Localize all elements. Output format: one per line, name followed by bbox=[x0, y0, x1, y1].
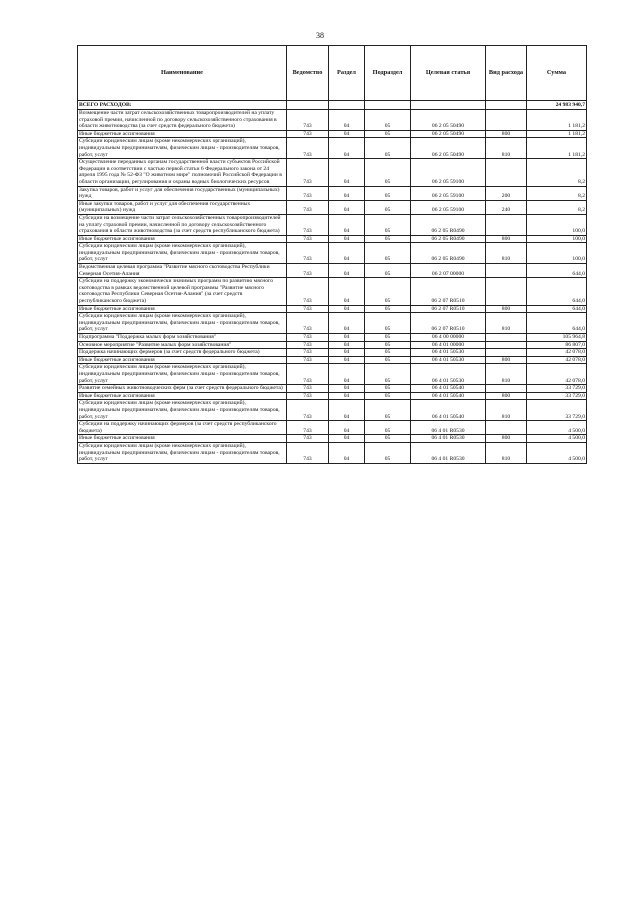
cell-razdel: 04 bbox=[329, 305, 365, 313]
header-razdel: Раздел bbox=[329, 46, 365, 101]
cell-razdel: 04 bbox=[329, 278, 365, 305]
cell-razdel: 04 bbox=[329, 349, 365, 357]
table-row bbox=[78, 159, 587, 186]
cell-name: Осуществление переданных органам государственной власти субъектов Российской Федерации в соответствии с частью первой статьи 6 Федерального закона от 24 апреля 1995 года № 52-ФЗ "О животном мире" полномочий Российской Федерации в области организации, регулирования и охраны водных биологических ресурсов bbox=[78, 159, 287, 186]
cell-vedomstvo: 743 bbox=[287, 130, 329, 138]
cell-summa: 4 500,0 bbox=[527, 442, 587, 463]
header-name: Наименование bbox=[78, 46, 287, 101]
cell-celevaya-statya: 06 2 05 59100 bbox=[411, 159, 486, 186]
header-summa: Сумма bbox=[527, 46, 587, 101]
cell-summa: 33 729,0 bbox=[527, 385, 587, 393]
cell-name: Иные бюджетные ассигнования bbox=[78, 235, 287, 243]
cell-vedomstvo: 743 bbox=[287, 110, 329, 131]
cell-celevaya-statya: 06 2 05 R0490 bbox=[411, 243, 486, 264]
cell-razdel: 04 bbox=[329, 435, 365, 443]
table-row bbox=[78, 392, 587, 400]
cell-name: Возмещение части затрат сельскохозяйственных товаропроизводителей на уплату страховой премии, начисленной по договору сельскохозяйственного страхования в области животноводства (за счет средств федерального бюджета) bbox=[78, 110, 287, 131]
cell-podrazdel: 05 bbox=[365, 313, 411, 334]
cell-vedomstvo: 743 bbox=[287, 305, 329, 313]
cell-razdel: 04 bbox=[329, 421, 365, 435]
table-row bbox=[78, 186, 587, 200]
cell-celevaya-statya: 06 4 01 50540 bbox=[411, 400, 486, 421]
cell-razdel: 04 bbox=[329, 159, 365, 186]
total-label: ВСЕГО РАСХОДОВ: bbox=[78, 101, 287, 110]
table-row bbox=[78, 243, 587, 264]
cell-vid-rashoda bbox=[486, 349, 527, 357]
cell-vedomstvo: 743 bbox=[287, 214, 329, 235]
cell-vid-rashoda: 810 bbox=[486, 364, 527, 385]
cell-vedomstvo: 743 bbox=[287, 349, 329, 357]
cell-celevaya-statya: 06 4 01 R0530 bbox=[411, 421, 486, 435]
cell-vedomstvo: 743 bbox=[287, 356, 329, 364]
cell-vid-rashoda: 800 bbox=[486, 392, 527, 400]
cell-vid-rashoda bbox=[486, 110, 527, 131]
cell-razdel: 04 bbox=[329, 341, 365, 349]
cell-razdel: 04 bbox=[329, 356, 365, 364]
cell-name: Поддержка начинающих фермеров (за счет средств федерального бюджета) bbox=[78, 349, 287, 357]
cell-vid-rashoda bbox=[486, 159, 527, 186]
cell-summa: 644,0 bbox=[527, 305, 587, 313]
cell-podrazdel: 05 bbox=[365, 385, 411, 393]
cell-summa: 644,0 bbox=[527, 313, 587, 334]
cell-podrazdel: 05 bbox=[365, 334, 411, 342]
table-header bbox=[78, 46, 587, 101]
cell-vid-rashoda: 800 bbox=[486, 435, 527, 443]
cell-razdel: 04 bbox=[329, 130, 365, 138]
cell-vedomstvo: 743 bbox=[287, 264, 329, 278]
cell-vedomstvo: 743 bbox=[287, 159, 329, 186]
cell-vid-rashoda bbox=[486, 214, 527, 235]
cell-vid-rashoda bbox=[486, 385, 527, 393]
cell-podrazdel: 05 bbox=[365, 392, 411, 400]
cell-vedomstvo: 743 bbox=[287, 364, 329, 385]
cell-celevaya-statya: 06 4 00 00000 bbox=[411, 334, 486, 342]
cell-celevaya-statya: 06 2 07 R0510 bbox=[411, 305, 486, 313]
table-row bbox=[78, 110, 587, 131]
cell-vedomstvo: 743 bbox=[287, 186, 329, 200]
cell-razdel: 04 bbox=[329, 264, 365, 278]
cell-podrazdel: 05 bbox=[365, 341, 411, 349]
cell-razdel: 04 bbox=[329, 400, 365, 421]
cell-summa: 100,0 bbox=[527, 235, 587, 243]
cell-podrazdel: 05 bbox=[365, 435, 411, 443]
cell-razdel: 04 bbox=[329, 110, 365, 131]
cell-summa: 8,2 bbox=[527, 159, 587, 186]
cell-podrazdel: 05 bbox=[365, 214, 411, 235]
cell-summa: 86 807,0 bbox=[527, 341, 587, 349]
table-body bbox=[78, 101, 587, 464]
cell-summa: 42 078,0 bbox=[527, 364, 587, 385]
cell-celevaya-statya: 06 2 07 00000 bbox=[411, 264, 486, 278]
cell-podrazdel: 05 bbox=[365, 200, 411, 214]
cell-razdel: 04 bbox=[329, 442, 365, 463]
header-vedomstvo: Ведомство bbox=[287, 46, 329, 101]
cell-celevaya-statya: 06 2 07 R0510 bbox=[411, 313, 486, 334]
cell-vedomstvo: 743 bbox=[287, 392, 329, 400]
cell-summa: 4 500,0 bbox=[527, 421, 587, 435]
cell-name: Основное мероприятие "Развитие малых форм хозяйствования" bbox=[78, 341, 287, 349]
table-row bbox=[78, 349, 587, 357]
cell-razdel: 04 bbox=[329, 186, 365, 200]
cell-vid-rashoda: 240 bbox=[486, 200, 527, 214]
cell-celevaya-statya: 06 4 01 50540 bbox=[411, 385, 486, 393]
cell-celevaya-statya: 06 4 01 00000 bbox=[411, 341, 486, 349]
total-empty-cell bbox=[411, 101, 486, 110]
cell-celevaya-statya: 06 2 05 R0490 bbox=[411, 214, 486, 235]
cell-vid-rashoda: 810 bbox=[486, 442, 527, 463]
cell-vid-rashoda bbox=[486, 421, 527, 435]
cell-name: Иные бюджетные ассигнования bbox=[78, 356, 287, 364]
cell-name: Субсидии на поддержку экономически значимых программ по развитию мясного скотоводства в рамках ведомственной целевой программы "Развитие мясного скотоводства Республики Северная Осетия-Алания" (за счет средств республиканского бюджета) bbox=[78, 278, 287, 305]
cell-razdel: 04 bbox=[329, 235, 365, 243]
total-row bbox=[78, 101, 587, 110]
table-row bbox=[78, 278, 587, 305]
cell-summa: 4 500,0 bbox=[527, 435, 587, 443]
cell-celevaya-statya: 06 4 01 50530 bbox=[411, 349, 486, 357]
table-row bbox=[78, 305, 587, 313]
cell-name: Закупка товаров, работ и услуг для обеспечения государственных (муниципальных) нужд bbox=[78, 186, 287, 200]
table-row bbox=[78, 400, 587, 421]
cell-celevaya-statya: 06 4 01 50530 bbox=[411, 364, 486, 385]
cell-name: Субсидии юридическим лицам (кроме некоммерческих организаций), индивидуальным предпринимателям, физическим лицам - производителям товаров, работ, услуг bbox=[78, 243, 287, 264]
cell-celevaya-statya: 06 4 01 50530 bbox=[411, 356, 486, 364]
cell-name: Иные бюджетные ассигнования bbox=[78, 435, 287, 443]
cell-celevaya-statya: 06 2 05 50490 bbox=[411, 138, 486, 159]
cell-summa: 8,2 bbox=[527, 200, 587, 214]
cell-podrazdel: 05 bbox=[365, 356, 411, 364]
cell-vid-rashoda: 810 bbox=[486, 400, 527, 421]
cell-vedomstvo: 743 bbox=[287, 421, 329, 435]
cell-podrazdel: 05 bbox=[365, 235, 411, 243]
cell-name: Субсидии юридическим лицам (кроме некоммерческих организаций), индивидуальным предпринимателям, физическим лицам - производителям товаров, работ, услуг bbox=[78, 313, 287, 334]
cell-vedomstvo: 743 bbox=[287, 243, 329, 264]
table-row bbox=[78, 130, 587, 138]
cell-vedomstvo: 743 bbox=[287, 235, 329, 243]
header-celevaya-statya: Целевая статья bbox=[411, 46, 486, 101]
cell-podrazdel: 05 bbox=[365, 264, 411, 278]
cell-name: Субсидии юридическим лицам (кроме некоммерческих организаций), индивидуальным предпринимателям, физическим лицам - производителям товаров, работ, услуг bbox=[78, 364, 287, 385]
cell-vid-rashoda bbox=[486, 341, 527, 349]
cell-summa: 1 181,2 bbox=[527, 130, 587, 138]
cell-summa: 33 729,0 bbox=[527, 400, 587, 421]
table-row bbox=[78, 235, 587, 243]
page-number: 38 bbox=[316, 31, 324, 40]
cell-podrazdel: 05 bbox=[365, 159, 411, 186]
cell-name: Субсидии юридическим лицам (кроме некоммерческих организаций), индивидуальным предпринимателям, физическим лицам - производителям товаров, работ, услуг bbox=[78, 442, 287, 463]
cell-podrazdel: 05 bbox=[365, 305, 411, 313]
cell-podrazdel: 05 bbox=[365, 364, 411, 385]
cell-celevaya-statya: 06 4 01 50540 bbox=[411, 392, 486, 400]
cell-celevaya-statya: 06 2 05 50490 bbox=[411, 130, 486, 138]
cell-vid-rashoda: 200 bbox=[486, 186, 527, 200]
cell-vid-rashoda: 800 bbox=[486, 130, 527, 138]
cell-razdel: 04 bbox=[329, 200, 365, 214]
cell-podrazdel: 05 bbox=[365, 243, 411, 264]
cell-celevaya-statya: 06 2 05 R0490 bbox=[411, 235, 486, 243]
cell-razdel: 04 bbox=[329, 214, 365, 235]
cell-summa: 8,2 bbox=[527, 186, 587, 200]
cell-vid-rashoda: 800 bbox=[486, 356, 527, 364]
cell-name: Иные бюджетные ассигнования bbox=[78, 130, 287, 138]
header-vid-rashoda: Вид расхода bbox=[486, 46, 527, 101]
cell-podrazdel: 05 bbox=[365, 186, 411, 200]
table-row bbox=[78, 356, 587, 364]
cell-vedomstvo: 743 bbox=[287, 278, 329, 305]
cell-razdel: 04 bbox=[329, 243, 365, 264]
cell-vid-rashoda: 810 bbox=[486, 138, 527, 159]
total-empty-cell bbox=[329, 101, 365, 110]
cell-name: Иные закупки товаров, работ и услуг для обеспечения государственных (муниципальных) нужд bbox=[78, 200, 287, 214]
cell-name: Субсидии на возмещение части затрат сельскохозяйственных товаропроизводителей на уплату страховой премии, начисленной по договору сельскохозяйственного страхования в области животноводства (за счет средств республиканского бюджета) bbox=[78, 214, 287, 235]
cell-vedomstvo: 743 bbox=[287, 313, 329, 334]
cell-vedomstvo: 743 bbox=[287, 435, 329, 443]
cell-celevaya-statya: 06 4 01 R0530 bbox=[411, 435, 486, 443]
cell-summa: 644,0 bbox=[527, 278, 587, 305]
cell-summa: 1 181,2 bbox=[527, 110, 587, 131]
table-row bbox=[78, 200, 587, 214]
cell-summa: 644,0 bbox=[527, 264, 587, 278]
table-row bbox=[78, 421, 587, 435]
cell-podrazdel: 05 bbox=[365, 442, 411, 463]
cell-name: Иные бюджетные ассигнования bbox=[78, 392, 287, 400]
table-row bbox=[78, 364, 587, 385]
cell-summa: 33 729,0 bbox=[527, 392, 587, 400]
cell-razdel: 04 bbox=[329, 385, 365, 393]
cell-vedomstvo: 743 bbox=[287, 334, 329, 342]
cell-summa: 42 078,0 bbox=[527, 356, 587, 364]
cell-vedomstvo: 743 bbox=[287, 385, 329, 393]
cell-vedomstvo: 743 bbox=[287, 442, 329, 463]
cell-razdel: 04 bbox=[329, 392, 365, 400]
cell-razdel: 04 bbox=[329, 334, 365, 342]
cell-podrazdel: 05 bbox=[365, 138, 411, 159]
cell-vid-rashoda bbox=[486, 278, 527, 305]
cell-razdel: 04 bbox=[329, 364, 365, 385]
total-sum: 24 983 940,7 bbox=[527, 101, 587, 110]
cell-vid-rashoda: 810 bbox=[486, 243, 527, 264]
cell-podrazdel: 05 bbox=[365, 421, 411, 435]
table-row bbox=[78, 341, 587, 349]
cell-vid-rashoda: 810 bbox=[486, 313, 527, 334]
cell-vid-rashoda bbox=[486, 334, 527, 342]
cell-name: Развитие семейных животноводческих ферм (за счет средств федерального бюджета) bbox=[78, 385, 287, 393]
cell-vedomstvo: 743 bbox=[287, 341, 329, 349]
cell-podrazdel: 05 bbox=[365, 349, 411, 357]
cell-celevaya-statya: 06 2 07 R0510 bbox=[411, 278, 486, 305]
table-row bbox=[78, 385, 587, 393]
cell-razdel: 04 bbox=[329, 313, 365, 334]
cell-vedomstvo: 743 bbox=[287, 400, 329, 421]
cell-summa: 100,0 bbox=[527, 243, 587, 264]
cell-vid-rashoda: 800 bbox=[486, 235, 527, 243]
cell-celevaya-statya: 06 2 05 59100 bbox=[411, 200, 486, 214]
cell-name: Подпрограмма "Поддержка малых форм хозяйствования" bbox=[78, 334, 287, 342]
cell-summa: 105 964,8 bbox=[527, 334, 587, 342]
table-row bbox=[78, 313, 587, 334]
cell-vid-rashoda bbox=[486, 264, 527, 278]
cell-celevaya-statya: 06 2 05 59100 bbox=[411, 186, 486, 200]
cell-summa: 42 078,0 bbox=[527, 349, 587, 357]
cell-name: Субсидии на поддержку начинающих фермеров (за счет средств республиканского бюджета) bbox=[78, 421, 287, 435]
table-row bbox=[78, 264, 587, 278]
cell-name: Субсидии юридическим лицам (кроме некоммерческих организаций), индивидуальным предпринимателям, физическим лицам - производителям товаров, работ, услуг bbox=[78, 138, 287, 159]
budget-table bbox=[77, 45, 587, 464]
cell-summa: 100,0 bbox=[527, 214, 587, 235]
total-empty-cell bbox=[287, 101, 329, 110]
cell-vedomstvo: 743 bbox=[287, 138, 329, 159]
cell-podrazdel: 05 bbox=[365, 110, 411, 131]
total-empty-cell bbox=[365, 101, 411, 110]
table-row bbox=[78, 214, 587, 235]
cell-name: Субсидии юридическим лицам (кроме некоммерческих организаций), индивидуальным предпринимателям, физическим лицам - производителям товаров, работ, услуг bbox=[78, 400, 287, 421]
header-podrazdel: Подраздел bbox=[365, 46, 411, 101]
cell-celevaya-statya: 06 4 01 R0530 bbox=[411, 442, 486, 463]
cell-name: Иные бюджетные ассигнования bbox=[78, 305, 287, 313]
cell-celevaya-statya: 06 2 05 50490 bbox=[411, 110, 486, 131]
total-empty-cell bbox=[486, 101, 527, 110]
table-row bbox=[78, 435, 587, 443]
cell-summa: 1 181,2 bbox=[527, 138, 587, 159]
cell-podrazdel: 05 bbox=[365, 400, 411, 421]
cell-podrazdel: 05 bbox=[365, 130, 411, 138]
cell-podrazdel: 05 bbox=[365, 278, 411, 305]
table-row bbox=[78, 138, 587, 159]
cell-name: Ведомственная целевая программа "Развитие мясного скотоводства Республики Северная Осетия-Алания bbox=[78, 264, 287, 278]
cell-vedomstvo: 743 bbox=[287, 200, 329, 214]
table-row bbox=[78, 334, 587, 342]
table-row bbox=[78, 442, 587, 463]
cell-vid-rashoda: 800 bbox=[486, 305, 527, 313]
cell-razdel: 04 bbox=[329, 138, 365, 159]
